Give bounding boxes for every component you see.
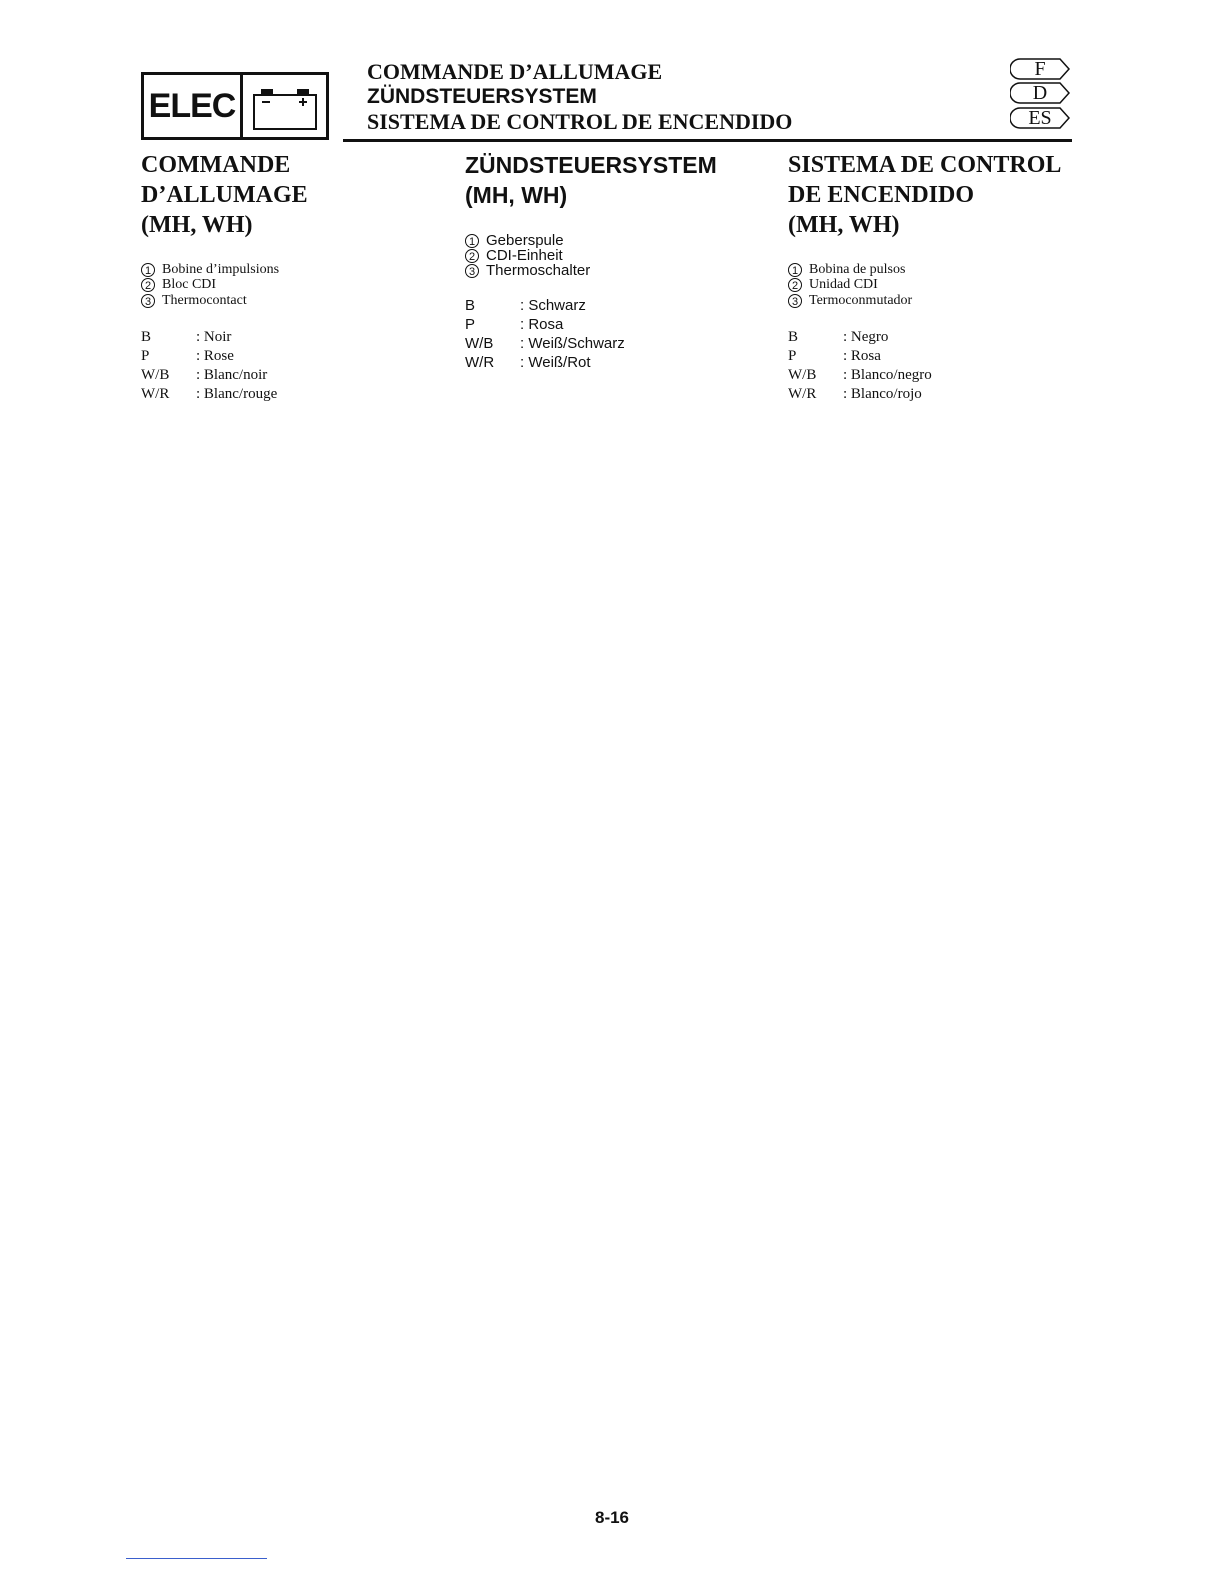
list-item: 2 Unidad CDI <box>788 278 1088 294</box>
column-title: COMMANDE D’ALLUMAGE (MH, WH) <box>141 152 308 238</box>
header-rule <box>343 139 1072 142</box>
language-pill-d <box>1010 82 1070 104</box>
list-item: 2 Bloc CDI <box>141 278 441 294</box>
color-code-row: P : Rose <box>141 347 234 364</box>
list-item: 1 Geberspule <box>465 233 765 248</box>
header-title-fr: COMMANDE D’ALLUMAGE <box>367 59 663 84</box>
section-badge <box>141 72 329 140</box>
list-item: 2 CDI-Einheit <box>465 248 765 263</box>
list-item: 3 Termoconmutador <box>788 293 1088 309</box>
list-item: 3 Thermocontact <box>141 293 441 309</box>
page-number: 8-16 <box>594 1508 630 1527</box>
color-code-list <box>465 297 765 373</box>
language-label: F <box>1034 58 1046 80</box>
color-code-row: P : Rosa <box>465 316 564 333</box>
color-code-row: P : Rosa <box>788 347 881 364</box>
badge-label: ELEC <box>144 75 243 137</box>
color-code-row: B : Negro <box>788 328 889 345</box>
color-code-list <box>788 329 1088 406</box>
parts-list <box>141 262 441 309</box>
color-code-row: B : Schwarz <box>465 297 586 314</box>
column-title: ZÜNDSTEUERSYSTEM (MH, WH) <box>465 152 717 208</box>
color-code-row: B : Noir <box>141 328 232 345</box>
parts-list <box>465 233 765 278</box>
color-code-row: W/R : Weiß/Rot <box>465 354 591 371</box>
language-label: D <box>1032 82 1048 104</box>
language-pill-f <box>1010 58 1070 80</box>
list-item: 3 Thermoschalter <box>465 263 765 278</box>
color-code-row: W/R : Blanco/rojo <box>788 386 922 403</box>
list-item: 1 Bobina de pulsos <box>788 262 1088 278</box>
language-pill-es <box>1010 107 1070 129</box>
list-item: 1 Bobine d’impulsions <box>141 262 441 278</box>
header-title-es: SISTEMA DE CONTROL DE ENCENDIDO <box>367 109 793 134</box>
column-title: SISTEMA DE CONTROL DE ENCENDIDO (MH, WH) <box>788 152 1062 238</box>
column-spanish <box>788 150 1088 406</box>
battery-icon <box>243 75 326 137</box>
language-label: ES <box>1028 107 1052 129</box>
parts-list <box>788 262 1088 309</box>
color-code-row: W/R : Blanc/rouge <box>141 386 278 403</box>
header-title-de: ZÜNDSTEUERSYSTEM <box>367 85 597 108</box>
color-code-row: W/B : Blanc/noir <box>141 367 268 384</box>
color-code-row: W/B : Weiß/Schwarz <box>465 335 625 352</box>
color-code-list <box>141 329 441 406</box>
column-german <box>465 150 765 373</box>
column-french <box>141 150 441 406</box>
footer-link-underline <box>126 1558 267 1559</box>
color-code-row: W/B : Blanco/negro <box>788 367 932 384</box>
